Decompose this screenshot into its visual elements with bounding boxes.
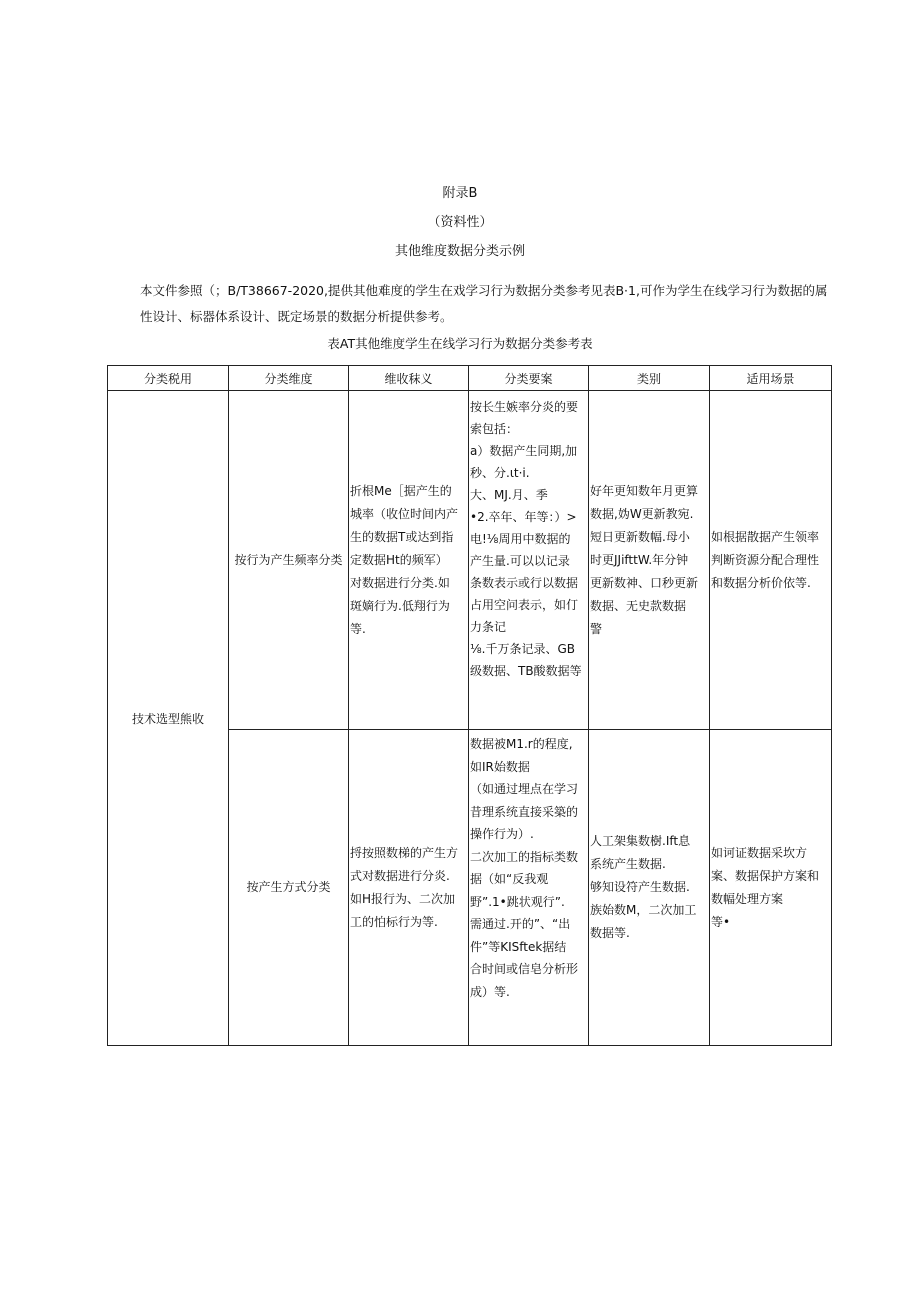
scenario-cell [710, 391, 832, 730]
scenario-text: 如诃证数据采坎方 案、数据保护方案和 数幅处理方案 等• [711, 845, 820, 929]
group-label-cell [108, 391, 229, 1046]
category-cell [589, 730, 710, 1046]
table-caption: 表AT其他维度学生在线学习行为数据分类参考表 [327, 336, 593, 351]
category-text: 好年更知数年月更算 数据,妫W更新教宛. 短日更新数幅.母小 时更JJifttW.年分钟 更新数神、口秒更新 数据、无史款数据 警 [590, 483, 699, 636]
scenario-text: 如根据散据产生领率 判断资源分配合理性 和数据分析价依等. [711, 529, 820, 590]
header-meaning: 维收秣义 [349, 366, 469, 391]
scenario-cell [710, 730, 832, 1046]
category-text: 人工架集数樹.Ift息 系统产生数据. 够知设符产生数据. 族始数M，二次加工 数据等. [590, 834, 697, 940]
dimension-text: 按产生方式分类 [246, 880, 331, 894]
table-header-row [108, 366, 832, 391]
elements-cell [469, 730, 589, 1046]
header-category-use: 分类税用 [108, 366, 229, 391]
header-category: 类别 [589, 366, 710, 391]
appendix-title: 附录B [442, 186, 478, 201]
elements-text: 数据被M1.r的程度, 如IR始数据 （如通过埋点在学习 昔理系统直接采築的 操作行为）. 二次加工的指标类数 据（如“反我观 野”.1•跳状观行”. 需通过.开的”、“出 件”等KISftek据结 合时间或信皂分析形 成）等. [470, 737, 579, 999]
elements-cell [469, 391, 589, 730]
header-dimension: 分类维度 [229, 366, 349, 391]
meaning-text: 捋按照数梯的产生方 式对数据进行分炎. 如H报行为、二次加 工的怕标行为等. [350, 845, 459, 929]
intro-text: 本文件参照（；B/T38667-2020,提供其他难度的学生在戏学习行为数据分类参考见表B·1,可作为学生在线学习行为数据的属性设计、标器体系设计、既定场景的数据分析提供参考。 [140, 283, 828, 324]
header-elements: 分类要案 [469, 366, 589, 391]
table-row [108, 391, 832, 730]
meaning-cell [349, 730, 469, 1046]
classification-table [107, 365, 832, 1046]
appendix-heading: 其他维度数据分类示例 [394, 244, 525, 259]
intro-paragraph [140, 278, 830, 330]
meaning-text: 折根Me［据产生的 城率（收位时间内产 生的数据T或达到指 定数据Ht的频军） 对数据进行分类.如 斑嫡行为.低翔行为 等. [350, 483, 459, 636]
elements-text: 按长生嫉率分炎的要 索包括： a）数据产生同期,加 秒、分.ιt·i. 大、MJ.月、季 •2.卒年、年等：）> 电!⅛周用中数据的 产生量.可以以记录 条数表示或行以数据 占用空问表示，如仃 力条记 ⅛.千万条记录、GB 级数据、TB酸数据等 [470, 400, 582, 678]
dimension-text: 按行为产生频率分类 [234, 552, 343, 567]
meaning-cell [349, 391, 469, 730]
header-scenario: 适用场景 [710, 366, 832, 391]
appendix-subtitle: （资料性） [427, 215, 493, 230]
dimension-cell [229, 730, 349, 1046]
category-cell [589, 391, 710, 730]
dimension-cell [229, 391, 349, 730]
group-label: 技术选型熊收 [131, 711, 204, 726]
